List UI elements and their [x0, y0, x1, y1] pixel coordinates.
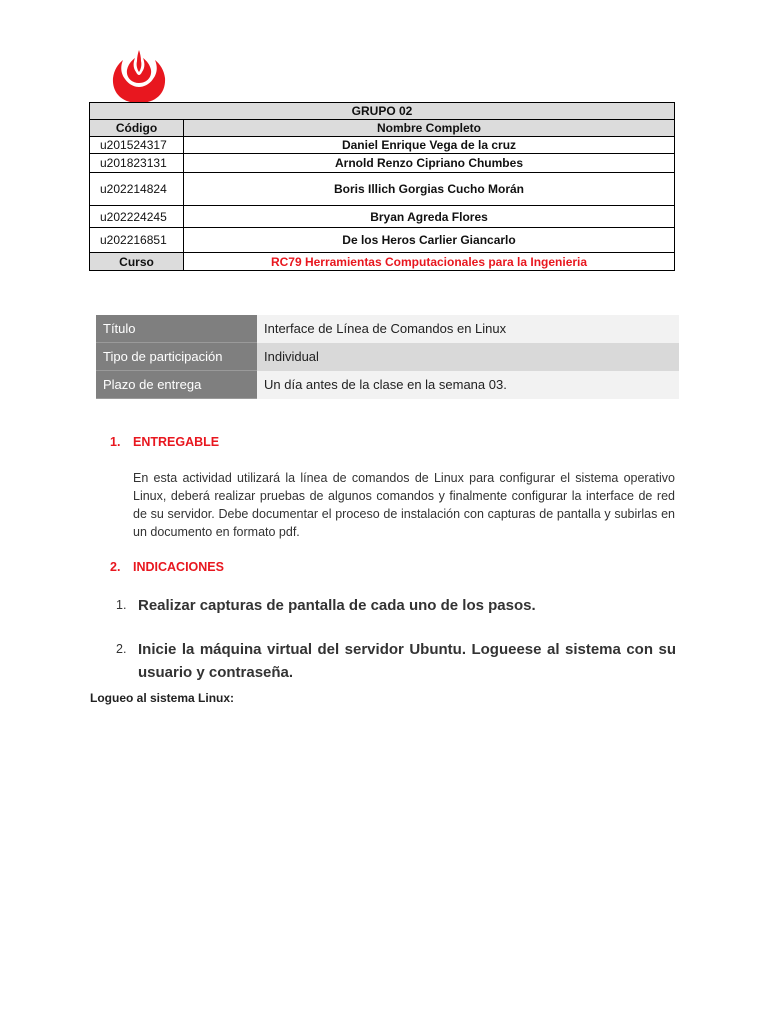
course-label: Curso [90, 253, 184, 271]
instruction-text: Inicie la máquina virtual del servidor Ubuntu. Logueese al sistema con su usuario y contraseña. [138, 641, 676, 681]
section-heading-entregable [110, 435, 219, 449]
column-header-name: Nombre Completo [184, 120, 675, 137]
section-number: 1. [110, 435, 121, 449]
section-title: ENTREGABLE [133, 435, 220, 449]
member-name: Bryan Agreda Flores [184, 206, 675, 228]
section-paragraph: En esta actividad utilizará la línea de comandos de Linux para configurar el sistema operativo Linux, deberá realizar pruebas de algunos comandos y finalmente configurar la interface de red de su servidor. Debe documentar el proceso de instalación con capturas de pantalla y subirlas en un documento en formato pdf. [133, 471, 675, 539]
instruction-number: 1. [116, 598, 127, 612]
member-name: Daniel Enrique Vega de la cruz [184, 137, 675, 154]
instruction-text: Realizar capturas de pantalla de cada uno de los pasos. [138, 597, 536, 614]
info-label: Tipo de participación [96, 343, 257, 371]
table-row [90, 206, 675, 228]
section-number: 2. [110, 560, 121, 574]
login-caption: Logueo al sistema Linux: [90, 691, 235, 705]
table-row [90, 228, 675, 253]
group-title: GRUPO 02 [90, 103, 675, 120]
section-title: INDICACIONES [133, 560, 224, 574]
info-row-participation [96, 343, 679, 371]
table-row [90, 154, 675, 173]
member-code: u202216851 [90, 228, 184, 253]
column-header-code: Código [90, 120, 184, 137]
info-row-deadline [96, 371, 679, 399]
section-heading-indicaciones [110, 560, 224, 574]
member-code: u202224245 [90, 206, 184, 228]
member-code: u201823131 [90, 154, 184, 173]
instruction-number: 2. [116, 642, 127, 656]
info-value: Un día antes de la clase en la semana 03. [257, 371, 679, 399]
info-label: Título [96, 315, 257, 343]
member-name: Boris Illich Gorgias Cucho Morán [184, 173, 675, 206]
table-row [90, 173, 675, 206]
info-label: Plazo de entrega [96, 371, 257, 399]
course-row [90, 253, 675, 271]
member-code: u202214824 [90, 173, 184, 206]
member-name: Arnold Renzo Cipriano Chumbes [184, 154, 675, 173]
instruction-item [116, 594, 676, 617]
assignment-info-table [96, 315, 679, 399]
info-row-title [96, 315, 679, 343]
table-row [90, 137, 675, 154]
info-value: Interface de Línea de Comandos en Linux [257, 315, 679, 343]
course-value: RC79 Herramientas Computacionales para la Ingenieria [184, 253, 675, 271]
instruction-item [116, 638, 676, 684]
member-code: u201524317 [90, 137, 184, 154]
info-value: Individual [257, 343, 679, 371]
member-name: De los Heros Carlier Giancarlo [184, 228, 675, 253]
group-table [89, 102, 675, 271]
upc-flame-logo-icon [111, 50, 167, 104]
